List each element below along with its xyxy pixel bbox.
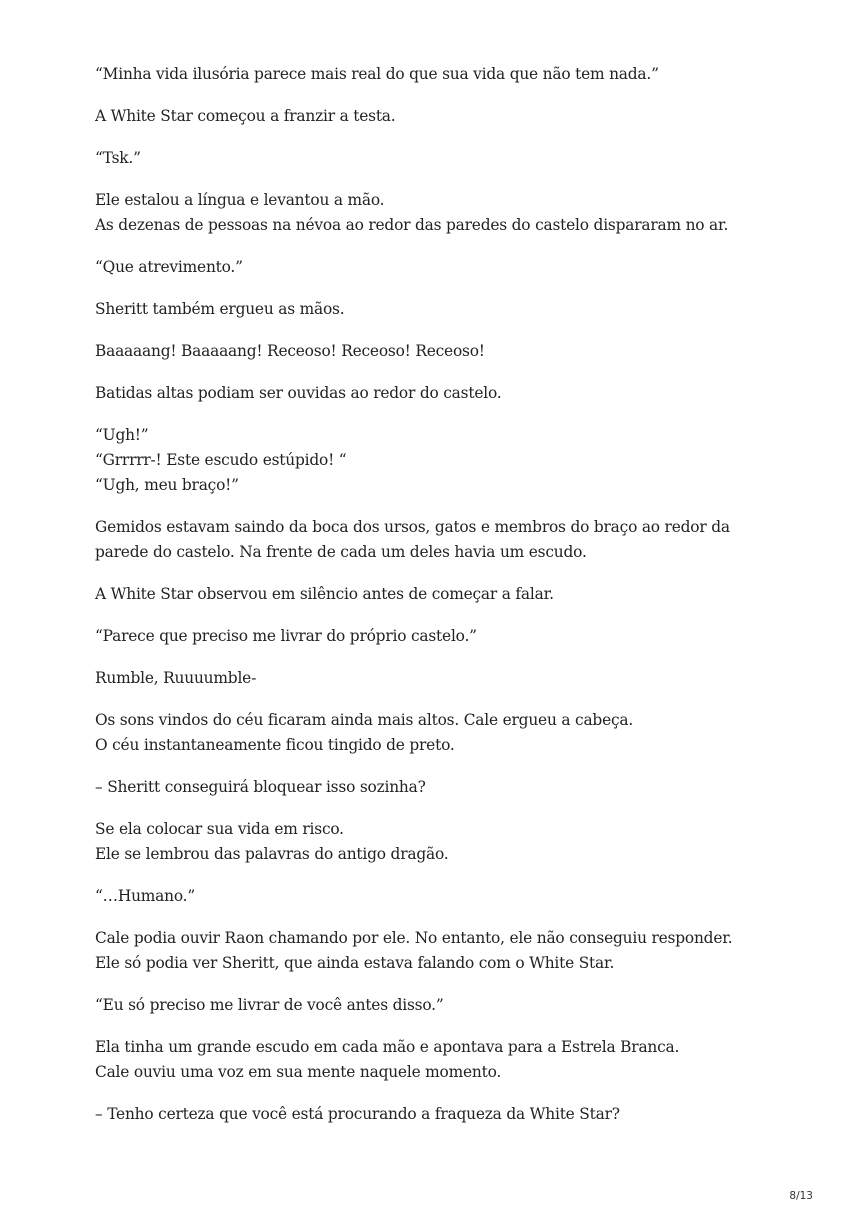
paragraph xyxy=(95,884,785,909)
text-line: Ele só podia ver Sheritt, que ainda estava falando com o White Star. xyxy=(95,954,615,972)
paragraph xyxy=(95,1035,785,1085)
text-line: “Ugh, meu braço!” xyxy=(95,476,239,494)
text-line: “Que atrevimento.” xyxy=(95,258,243,276)
text-line: Cale ouviu uma voz em sua mente naquele momento. xyxy=(95,1063,502,1081)
paragraph xyxy=(95,146,785,171)
text-line: – Sheritt conseguirá bloquear isso sozinha? xyxy=(95,778,426,796)
paragraph xyxy=(95,381,785,406)
paragraph xyxy=(95,1102,785,1127)
paragraph xyxy=(95,297,785,322)
text-line: “…Humano.” xyxy=(95,887,196,905)
text-line: As dezenas de pessoas na névoa ao redor das paredes do castelo dispararam no ar. xyxy=(95,216,729,234)
text-line: Baaaaang! Baaaaang! Receoso! Receoso! Receoso! xyxy=(95,342,485,360)
text-line: Se ela colocar sua vida em risco. xyxy=(95,820,344,838)
paragraph xyxy=(95,104,785,129)
paragraph xyxy=(95,62,785,87)
paragraph xyxy=(95,708,785,758)
text-line: “Minha vida ilusória parece mais real do que sua vida que não tem nada.” xyxy=(95,65,659,83)
text-line: Cale podia ouvir Raon chamando por ele. No entanto, ele não conseguiu responder. xyxy=(95,929,733,947)
paragraph xyxy=(95,926,785,976)
text-line: A White Star começou a franzir a testa. xyxy=(95,107,396,125)
paragraph xyxy=(95,339,785,364)
paragraph xyxy=(95,817,785,867)
paragraph xyxy=(95,666,785,691)
paragraph xyxy=(95,255,785,280)
paragraph xyxy=(95,775,785,800)
text-line: O céu instantaneamente ficou tingido de preto. xyxy=(95,736,455,754)
paragraph xyxy=(95,582,785,607)
text-line: “Parece que preciso me livrar do próprio castelo.” xyxy=(95,627,477,645)
text-line: “Ugh!” xyxy=(95,426,149,444)
text-line: Ele estalou a língua e levantou a mão. xyxy=(95,191,385,209)
page-number: 8/13 xyxy=(789,1190,813,1202)
paragraph xyxy=(95,188,785,238)
paragraph xyxy=(95,515,785,565)
text-line: Os sons vindos do céu ficaram ainda mais altos. Cale ergueu a cabeça. xyxy=(95,711,634,729)
text-line: Ela tinha um grande escudo em cada mão e apontava para a Estrela Branca. xyxy=(95,1038,680,1056)
text-line: Rumble, Ruuuumble- xyxy=(95,669,257,687)
text-line: A White Star observou em silêncio antes de começar a falar. xyxy=(95,585,554,603)
text-line: parede do castelo. Na frente de cada um deles havia um escudo. xyxy=(95,543,587,561)
paragraph xyxy=(95,624,785,649)
text-line: “Eu só preciso me livrar de você antes disso.” xyxy=(95,996,444,1014)
text-line: – Tenho certeza que você está procurando a fraqueza da White Star? xyxy=(95,1105,620,1123)
text-line: Sheritt também ergueu as mãos. xyxy=(95,300,345,318)
text-line: Batidas altas podiam ser ouvidas ao redor do castelo. xyxy=(95,384,502,402)
text-line: Gemidos estavam saindo da boca dos ursos, gatos e membros do braço ao redor da xyxy=(95,518,730,536)
text-line: Ele se lembrou das palavras do antigo dragão. xyxy=(95,845,449,863)
paragraph xyxy=(95,423,785,498)
text-line: “Grrrrr-! Este escudo estúpido! “ xyxy=(95,451,347,469)
document-body xyxy=(95,62,785,1144)
text-line: “Tsk.” xyxy=(95,149,141,167)
paragraph xyxy=(95,993,785,1018)
